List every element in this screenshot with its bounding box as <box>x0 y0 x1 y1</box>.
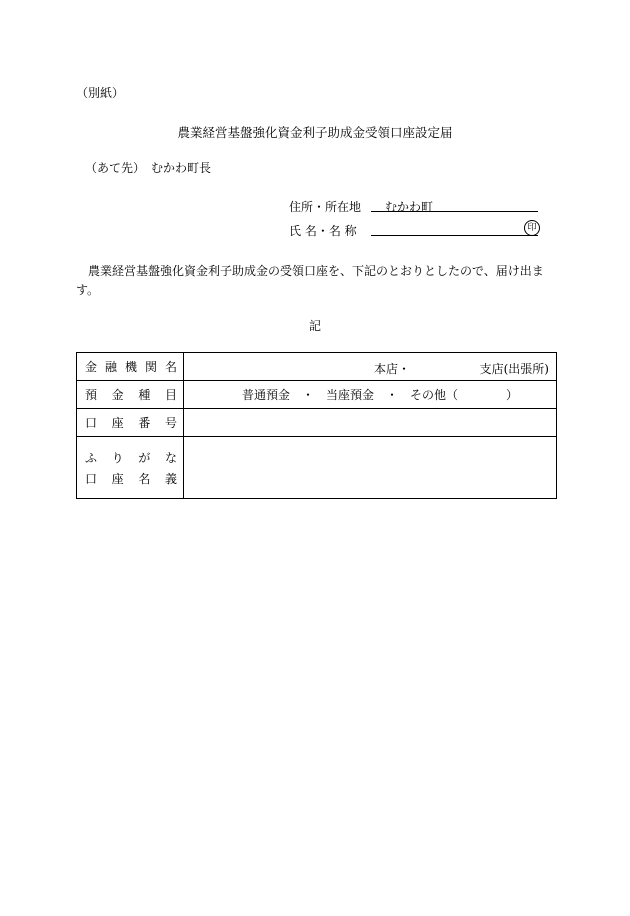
branch-label: 支店(出張所) <box>479 362 549 376</box>
name-label: 氏 名・名 称 <box>289 224 357 238</box>
table-row <box>77 381 557 409</box>
address-label: 住所・所在地 <box>289 200 362 214</box>
account-holder-field[interactable] <box>184 437 557 499</box>
account-form-table <box>76 352 557 499</box>
account-number-field[interactable] <box>184 409 557 437</box>
addressee: （あて先） むかわ町長 <box>85 161 212 175</box>
seal-mark: 印 <box>524 220 540 236</box>
bank-name-label: 金 融 機 関 名 <box>77 353 184 381</box>
table-row <box>77 409 557 437</box>
head-office-label: 本店・ <box>374 362 411 376</box>
table-row <box>77 437 557 499</box>
account-number-label: 口 座 番 号 <box>77 409 184 437</box>
body-text-line2: す。 <box>76 283 100 297</box>
name-field[interactable] <box>371 222 538 236</box>
document-title: 農業経営基盤強化資金利子助成金受領口座設定届 <box>177 125 453 140</box>
body-text-line1: 農業経営基盤強化資金利子助成金の受領口座を、下記のとおりとしたので、届け出ま <box>88 264 544 278</box>
deposit-type-options[interactable]: 普通預金 ・ 当座預金 ・ その他（ ） <box>184 381 557 409</box>
annex-label: （別紙） <box>76 86 125 100</box>
table-row <box>77 353 557 381</box>
address-field[interactable] <box>371 198 538 212</box>
ki-heading: 記 <box>308 319 321 333</box>
bank-name-field[interactable] <box>184 353 557 381</box>
address-value: むかわ町 <box>385 200 434 214</box>
account-holder-label: ふ り が な 口 座 名 義 <box>77 437 184 499</box>
deposit-type-label: 預 金 種 目 <box>77 381 184 409</box>
